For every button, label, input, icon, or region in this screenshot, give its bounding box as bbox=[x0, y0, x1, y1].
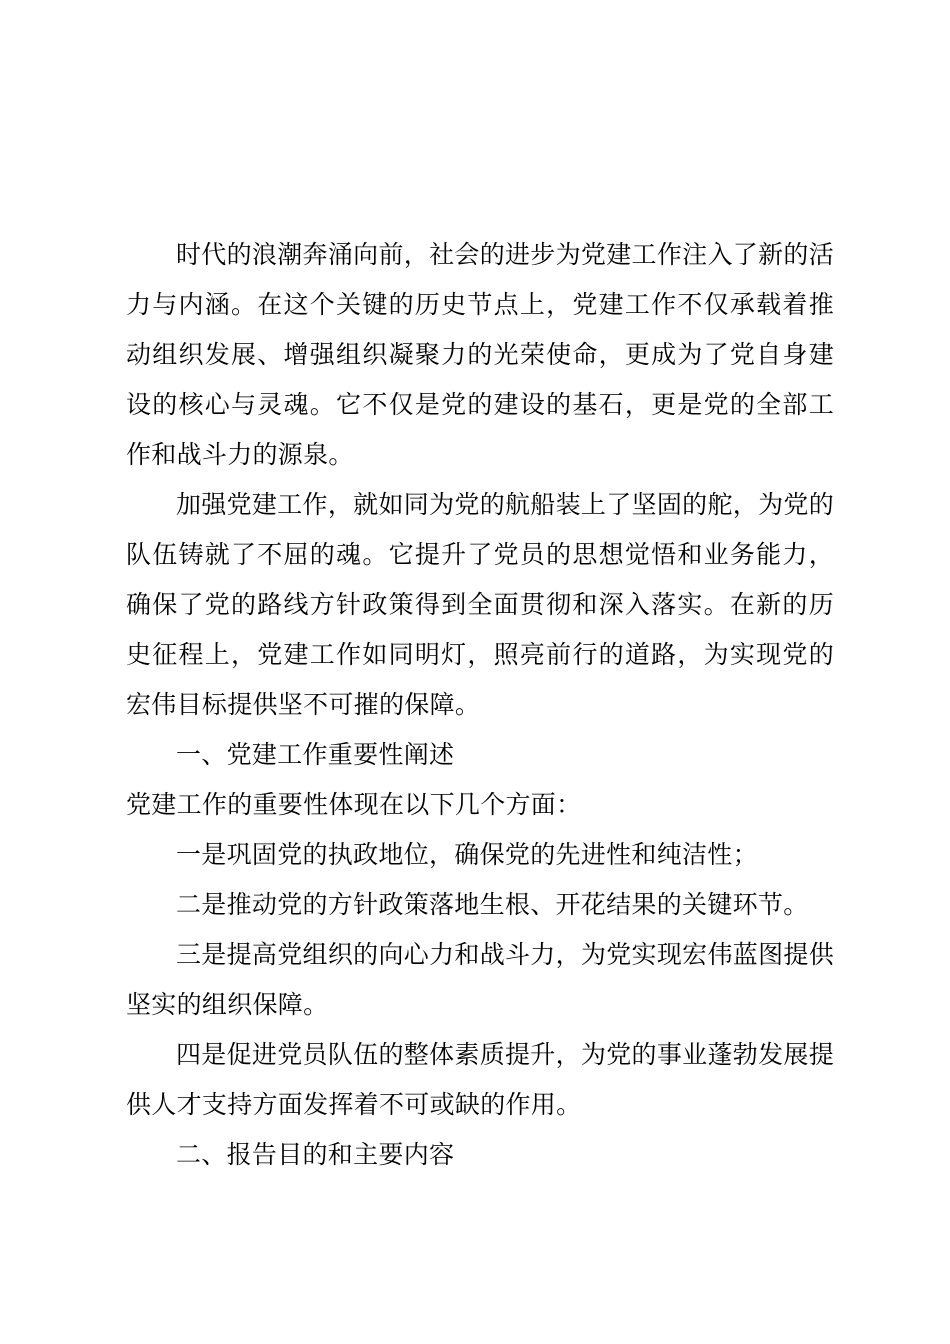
list-item-4: 四是促进党员队伍的整体素质提升，为党的事业蓬勃发展提供人才支持方面发挥着不可或缺的作用。 bbox=[126, 1040, 834, 1119]
section-1-heading: 一、党建工作重要性阐述 bbox=[176, 740, 455, 769]
list-item-3: 三是提高党组织的向心力和战斗力，为党实现宏伟蓝图提供坚实的组织保障。 bbox=[126, 940, 834, 1019]
document-body bbox=[126, 230, 834, 1180]
section-2-heading: 二、报告目的和主要内容 bbox=[176, 1140, 455, 1169]
list-item-2: 二是推动党的方针政策落地生根、开花结果的关键环节。 bbox=[176, 890, 809, 919]
list-item-1: 一是巩固党的执政地位，确保党的先进性和纯洁性； bbox=[176, 840, 758, 869]
paragraph-1: 时代的浪潮奔涌向前，社会的进步为党建工作注入了新的活力与内涵。在这个关键的历史节点上，党建工作不仅承载着推动组织发展、增强组织凝聚力的光荣使命，更成为了党自身建设的核心与灵魂。它不仅是党的建设的基石，更是党的全部工作和战斗力的源泉。 bbox=[126, 240, 834, 469]
paragraph-2: 加强党建工作，就如同为党的航船装上了坚固的舵，为党的队伍铸就了不屈的魂。它提升了党员的思想觉悟和业务能力，确保了党的路线方针政策得到全面贯彻和深入落实。在新的历史征程上，党建工作如同明灯，照亮前行的道路，为实现党的宏伟目标提供坚不可摧的保障。 bbox=[126, 490, 834, 719]
section-1-intro: 党建工作的重要性体现在以下几个方面： bbox=[126, 790, 582, 819]
